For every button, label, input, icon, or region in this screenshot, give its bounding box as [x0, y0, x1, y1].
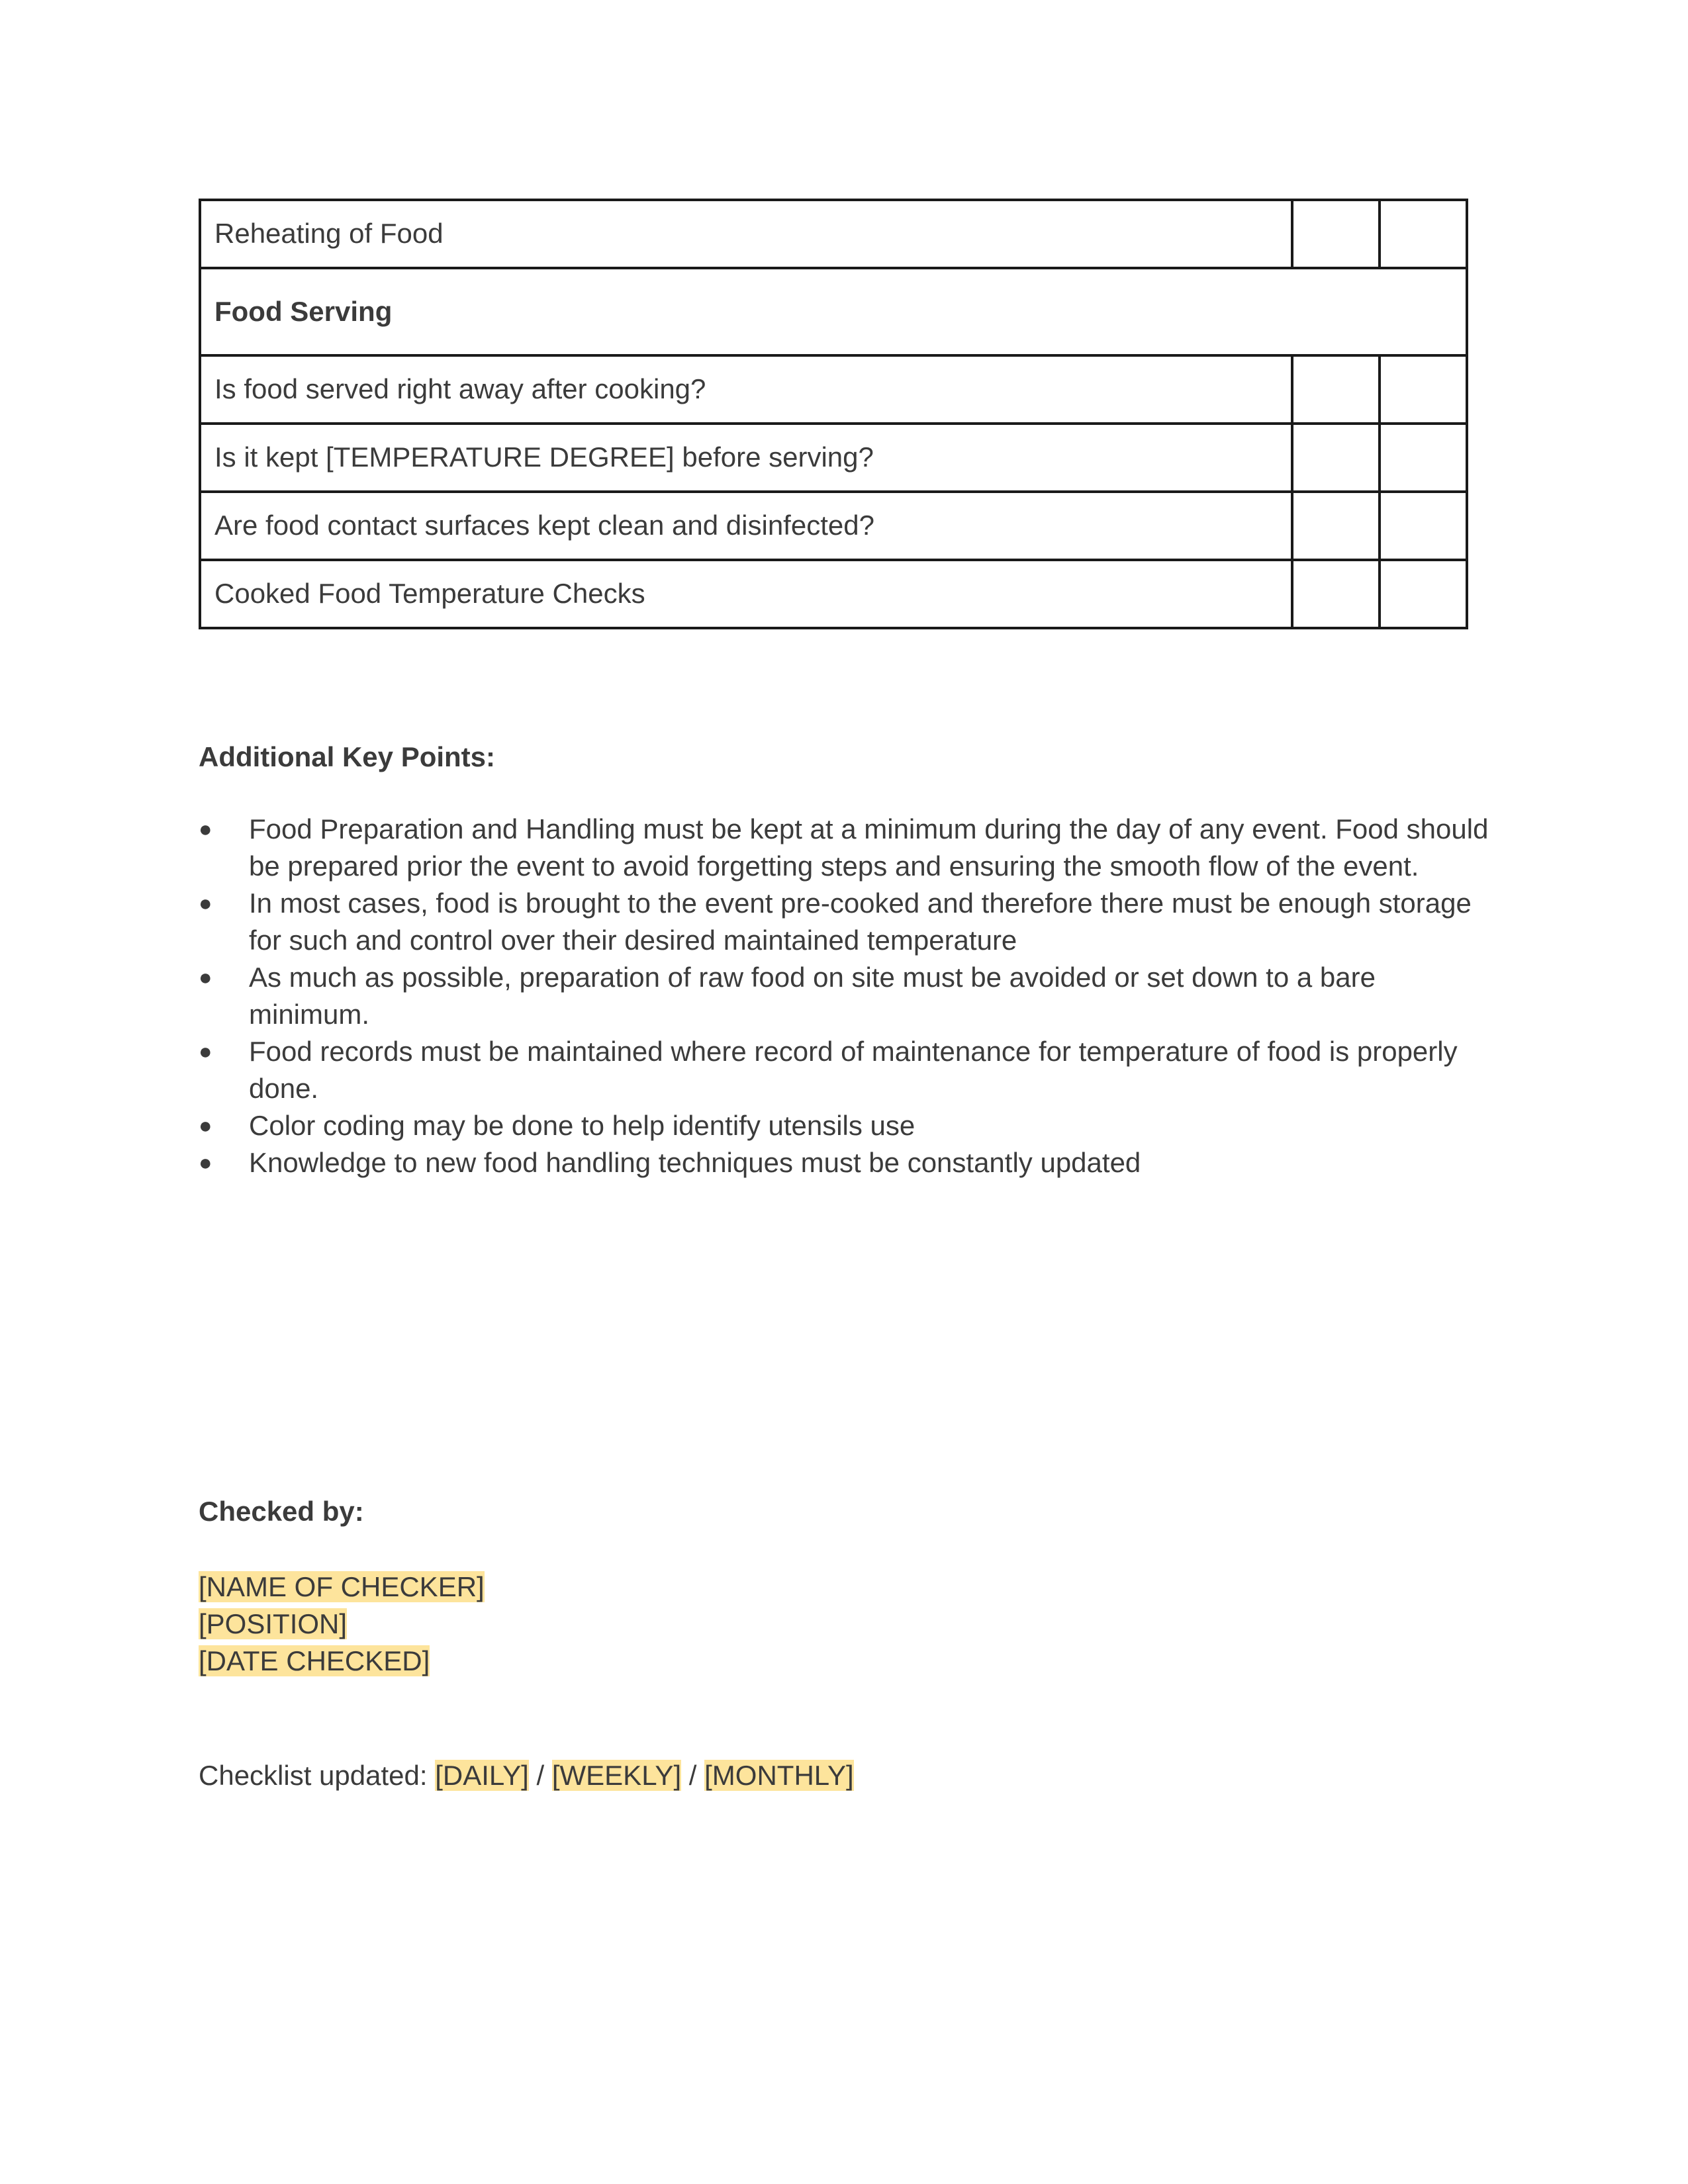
list-item-text: Knowledge to new food handling techniques must be constantly updated	[249, 1147, 1141, 1178]
table-row	[200, 424, 1467, 492]
bullet-icon: ●	[199, 891, 212, 916]
table-row	[200, 492, 1467, 560]
checkbox-cell[interactable]	[1292, 492, 1380, 560]
section-title: Food Serving	[200, 268, 1467, 355]
key-points-list	[199, 811, 1489, 1181]
list-item-text: Color coding may be done to help identify utensils use	[249, 1110, 915, 1141]
checkbox-cell[interactable]	[1380, 200, 1467, 268]
checklist-updated-label: Checklist updated:	[199, 1760, 436, 1791]
weekly-option[interactable]: [WEEKLY]	[551, 1760, 682, 1791]
list-item	[199, 885, 1489, 959]
table-row	[200, 355, 1467, 424]
checkbox-cell[interactable]	[1380, 355, 1467, 424]
bullet-icon: ●	[199, 965, 212, 990]
checkbox-cell[interactable]	[1292, 424, 1380, 492]
section-header-row	[200, 268, 1467, 355]
bullet-icon: ●	[199, 817, 212, 842]
separator: /	[681, 1760, 705, 1791]
checkbox-cell[interactable]	[1380, 492, 1467, 560]
table-row	[200, 560, 1467, 628]
checkbox-cell[interactable]	[1380, 424, 1467, 492]
checker-details	[199, 1569, 485, 1680]
list-item-text: Food Preparation and Handling must be kept at a minimum during the day of any event. Food should be prepared prior the event to avoid forgetting steps and ensuring the smooth flow of the event.	[249, 813, 1489, 882]
checklist-updated-line	[199, 1757, 854, 1794]
separator: /	[528, 1760, 552, 1791]
checker-position-field[interactable]: [POSITION]	[199, 1608, 348, 1639]
checkbox-cell[interactable]	[1292, 355, 1380, 424]
bullet-icon: ●	[199, 1039, 212, 1064]
checklist-item-label: Is it kept [TEMPERATURE DEGREE] before serving?	[200, 424, 1292, 492]
list-item-text: Food records must be maintained where record of maintenance for temperature of food is properly done.	[249, 1036, 1458, 1104]
monthly-option[interactable]: [MONTHLY]	[704, 1760, 854, 1791]
bullet-icon: ●	[199, 1113, 212, 1138]
checklist-item-label: Reheating of Food	[200, 200, 1292, 268]
list-item	[199, 811, 1489, 885]
list-item-text: In most cases, food is brought to the event pre-cooked and therefore there must be enough storage for such and control over their desired maintained temperature	[249, 887, 1472, 956]
checkbox-cell[interactable]	[1380, 560, 1467, 628]
checklist-item-label: Cooked Food Temperature Checks	[200, 560, 1292, 628]
list-item	[199, 959, 1489, 1033]
checker-name-field[interactable]: [NAME OF CHECKER]	[199, 1571, 485, 1602]
list-item	[199, 1033, 1489, 1107]
key-points-heading: Additional Key Points:	[199, 741, 496, 772]
list-item	[199, 1107, 1489, 1144]
bullet-icon: ●	[199, 1150, 212, 1175]
checkbox-cell[interactable]	[1292, 560, 1380, 628]
daily-option[interactable]: [DAILY]	[435, 1760, 529, 1791]
document-page	[199, 199, 1489, 1791]
checklist-item-label: Are food contact surfaces kept clean and disinfected?	[200, 492, 1292, 560]
date-checked-field[interactable]: [DATE CHECKED]	[199, 1645, 430, 1676]
list-item	[199, 1144, 1489, 1181]
table-row	[200, 200, 1467, 268]
checked-by-heading: Checked by:	[199, 1496, 364, 1527]
checklist-table	[199, 199, 1468, 629]
checklist-item-label: Is food served right away after cooking?	[200, 355, 1292, 424]
checkbox-cell[interactable]	[1292, 200, 1380, 268]
list-item-text: As much as possible, preparation of raw food on site must be avoided or set down to a bare minimum.	[249, 962, 1376, 1030]
